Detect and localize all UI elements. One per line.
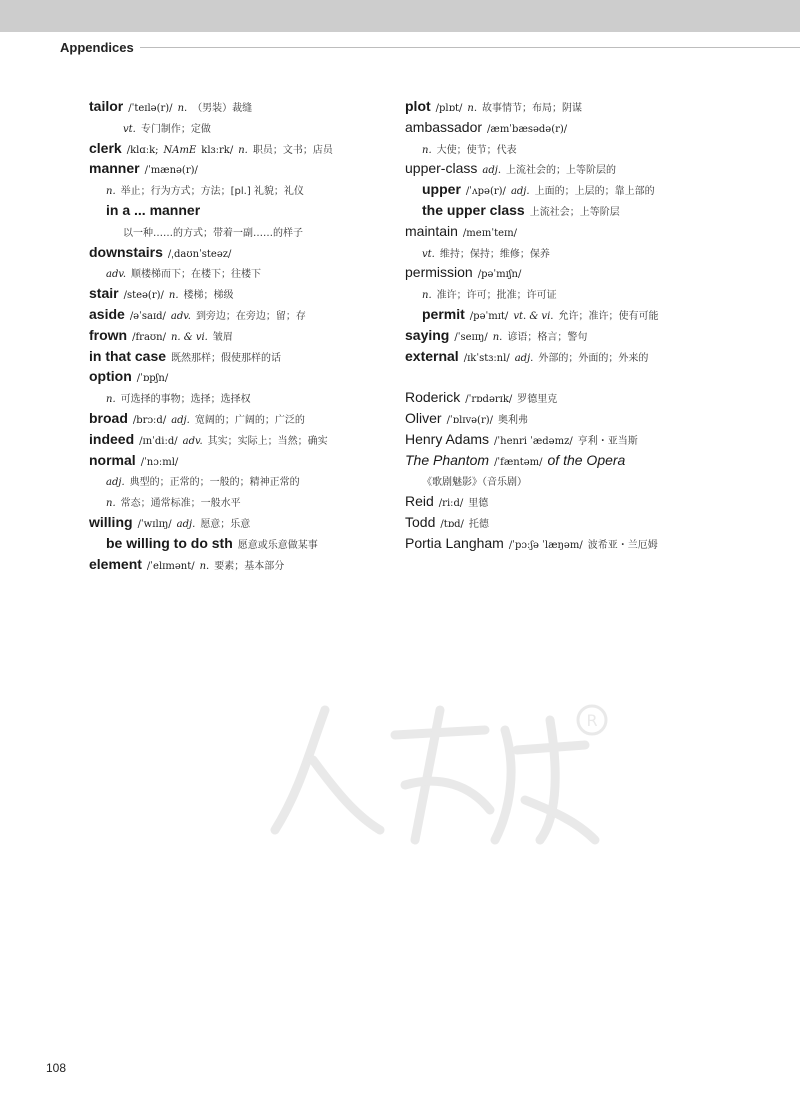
definition: （男装）裁缝 xyxy=(192,103,253,114)
headword-light: Reid xyxy=(405,493,434,510)
part-of-speech: n. xyxy=(106,498,116,510)
glossary-line xyxy=(405,470,765,491)
headword: external xyxy=(405,347,459,364)
pronunciation: /æmˈbæsədə(r)/ xyxy=(487,123,568,135)
headword: indeed xyxy=(89,430,135,447)
glossary-line xyxy=(89,408,389,429)
headword-light: Roderick xyxy=(405,389,461,406)
glossary-line xyxy=(405,200,765,221)
headword: be willing to do sth xyxy=(106,534,233,551)
headword: plot xyxy=(405,98,431,114)
pronunciation: /əˈsaɪd/ xyxy=(129,310,166,322)
headword-italic: of the Opera xyxy=(547,451,626,468)
definition: 到旁边；在旁边；留；存 xyxy=(195,310,306,322)
headword: tailor xyxy=(89,98,124,114)
headword: in that case xyxy=(89,347,167,364)
headword: stair xyxy=(89,285,119,302)
glossary-line xyxy=(405,283,765,304)
headword: aside xyxy=(89,305,125,322)
glossary-line xyxy=(405,387,765,408)
headword-light: permission xyxy=(405,264,473,281)
definition: 奥利弗 xyxy=(498,414,528,426)
glossary-line xyxy=(89,512,389,533)
headword: in a ... manner xyxy=(106,201,201,218)
glossary-line xyxy=(405,304,765,325)
pronunciation: /brɔːd/ xyxy=(132,414,167,426)
definition: 上面的；上层的；靠上部的 xyxy=(534,186,655,198)
headword-light: maintain xyxy=(405,222,458,239)
glossary-line xyxy=(89,158,389,179)
definition: 顺楼梯而下；在楼下；往楼下 xyxy=(131,269,262,281)
glossary-column-right xyxy=(405,96,765,554)
pronunciation: /ˈfæntəm/ xyxy=(494,456,543,468)
pronunciation: /tɒd/ xyxy=(440,518,464,530)
headword-light: ambassador xyxy=(405,118,483,135)
headword-italic: The Phantom xyxy=(405,451,490,468)
headword: willing xyxy=(89,513,133,530)
definition: 故事情节；布局；阴谋 xyxy=(482,103,583,114)
part-of-speech: n. xyxy=(177,103,188,114)
pronunciation: /klɑːk; xyxy=(126,144,159,156)
definition: 大使；使节；代表 xyxy=(436,144,517,156)
definition: 维持；保持；维修；保养 xyxy=(439,248,550,260)
glossary-line xyxy=(89,366,389,387)
definition: 常态；通常标准；一般水平 xyxy=(120,498,241,510)
pronunciation: /fraʊn/ xyxy=(132,331,166,343)
definition: 职员；文书；店员 xyxy=(252,144,333,156)
pronunciation: /ˈʌpə(r)/ xyxy=(465,186,506,198)
pronunciation: /pəˈmɪt/ xyxy=(469,310,509,322)
part-of-speech: adj. xyxy=(482,165,502,177)
page-number: 108 xyxy=(46,1061,67,1075)
glossary-line xyxy=(405,96,765,117)
headword-light: Oliver xyxy=(405,409,442,426)
glossary-line xyxy=(89,242,389,263)
definition: 要素；基本部分 xyxy=(214,560,285,572)
headword: saying xyxy=(405,326,450,343)
glossary-line xyxy=(405,533,765,554)
glossary-line xyxy=(405,221,765,242)
headword: permit xyxy=(422,305,465,322)
pronunciation: /ˈnɔːml/ xyxy=(140,456,179,468)
headword: manner xyxy=(89,160,140,177)
glossary-line xyxy=(405,117,765,138)
definition: 愿意或乐意做某事 xyxy=(237,539,318,551)
pronunciation: /ˈpɔːʃə ˈlæŋəm/ xyxy=(508,539,583,551)
glossary-line xyxy=(89,138,389,159)
part-of-speech: n. xyxy=(422,144,432,156)
glossary-line xyxy=(89,429,389,450)
part-of-speech: n. xyxy=(106,394,116,406)
pronunciation: klɜːrk/ xyxy=(201,144,234,156)
definition: 罗德里克 xyxy=(517,394,558,406)
pronunciation: /ˈteɪlə(r)/ xyxy=(128,103,173,114)
headword: the upper class xyxy=(422,201,525,218)
svg-text:R: R xyxy=(586,711,598,730)
definition: 《歌剧魅影》（音乐剧） xyxy=(422,477,527,489)
glossary-line xyxy=(89,450,389,471)
glossary-line xyxy=(89,470,389,491)
glossary-line xyxy=(89,491,389,512)
part-of-speech: adj. xyxy=(176,518,196,530)
part-of-speech: adj. xyxy=(510,186,530,198)
definition: 托德 xyxy=(468,518,489,530)
glossary-line xyxy=(405,138,765,159)
pronunciation: /ˈwɪlɪŋ/ xyxy=(137,518,172,530)
part-of-speech: vt. & vi. xyxy=(513,310,554,322)
part-of-speech: adv. xyxy=(106,269,127,281)
pronunciation: /meɪnˈteɪn/ xyxy=(462,227,518,239)
definition: 专门制作；定做 xyxy=(140,123,211,135)
part-of-speech: n. xyxy=(467,103,478,114)
headword-light: Todd xyxy=(405,513,436,530)
headword: option xyxy=(89,368,132,385)
glossary-line xyxy=(89,262,389,283)
pronunciation: /steə(r)/ xyxy=(123,290,164,302)
headword: frown xyxy=(89,326,128,343)
pronunciation: /riːd/ xyxy=(438,498,464,510)
definition: 可选择的事物；选择；选择权 xyxy=(120,394,251,406)
glossary-line xyxy=(89,325,389,346)
glossary-line xyxy=(89,533,389,554)
header-rule xyxy=(140,47,800,48)
pronunciation: /ɪkˈstɜːnl/ xyxy=(463,352,510,364)
glossary-line xyxy=(405,408,765,429)
headword-light: Henry Adams xyxy=(405,430,490,447)
glossary-line xyxy=(89,304,389,325)
glossary-line xyxy=(89,283,389,304)
definition: 典型的；正常的；一般的；精神正常的 xyxy=(129,477,300,489)
definition: 宽阔的；广阔的；广泛的 xyxy=(194,414,305,426)
definition: 上流社会；上等阶层 xyxy=(529,206,620,218)
headword: element xyxy=(89,555,142,572)
definition: 以一种……的方式；带着一副……的样子 xyxy=(123,227,303,239)
glossary-line xyxy=(405,242,765,263)
glossary-line xyxy=(405,429,765,450)
part-of-speech: vt. xyxy=(422,248,435,260)
glossary-line xyxy=(405,512,765,533)
definition: 愿意；乐意 xyxy=(200,518,251,530)
headword: clerk xyxy=(89,139,122,156)
part-of-speech: adv. xyxy=(182,435,203,447)
definition: 里德 xyxy=(468,498,489,510)
glossary-line xyxy=(89,221,389,242)
glossary-line xyxy=(89,179,389,200)
part-of-speech: n. xyxy=(492,331,503,343)
part-of-speech: adj. xyxy=(171,414,190,426)
part-of-speech: adv. xyxy=(170,310,191,322)
publisher-watermark-logo xyxy=(255,690,615,860)
pronunciation: /pəˈmɪʃn/ xyxy=(477,269,522,281)
definition: 既然那样；假使那样的话 xyxy=(171,352,282,364)
headword: downstairs xyxy=(89,243,163,260)
part-of-speech: n. & vi. xyxy=(170,331,208,343)
glossary-line xyxy=(89,346,389,367)
glossary-line xyxy=(405,262,765,283)
definition: 准许；许可；批准；许可证 xyxy=(436,290,557,302)
headword: normal xyxy=(89,451,136,468)
definition: 允许；准许；使有可能 xyxy=(558,310,659,322)
definition: 亨利・亚当斯 xyxy=(577,435,638,447)
pronunciation: /plɒt/ xyxy=(435,103,463,114)
glossary-line xyxy=(89,117,389,138)
glossary-line xyxy=(89,96,389,117)
headword: upper xyxy=(422,181,461,198)
part-of-speech: n. xyxy=(168,290,179,302)
pronunciation: /ˈɒlɪvə(r)/ xyxy=(446,414,493,426)
glossary-line xyxy=(405,179,765,200)
pronunciation: /ˈelɪmənt/ xyxy=(146,560,195,572)
glossary-line xyxy=(89,200,389,221)
part-of-speech: n. xyxy=(238,144,248,156)
section-gap xyxy=(405,366,765,387)
headword-light: upper-class xyxy=(405,160,478,177)
part-of-speech: n. xyxy=(422,290,432,302)
pronunciation: /ˈrɒdərɪk/ xyxy=(465,394,513,406)
pronunciation: /ˈhenri ˈædəmz/ xyxy=(494,435,573,447)
glossary-column-left xyxy=(89,96,389,574)
glossary-line xyxy=(405,158,765,179)
glossary-line xyxy=(405,491,765,512)
definition: 皱眉 xyxy=(212,331,233,343)
definition: 楼梯；梯级 xyxy=(183,290,234,302)
headword: broad xyxy=(89,409,128,426)
glossary-line xyxy=(89,554,389,575)
pronunciation: /ˌdaʊnˈsteəz/ xyxy=(167,248,232,260)
pronunciation: /ɪnˈdiːd/ xyxy=(139,435,178,447)
glossary-line xyxy=(405,346,765,367)
definition: 谚语；格言；警句 xyxy=(507,331,588,343)
part-of-speech: adj. xyxy=(106,477,125,489)
part-of-speech: adj. xyxy=(514,352,534,364)
section-header: Appendices xyxy=(60,40,134,55)
part-of-speech: NAmE xyxy=(163,144,197,156)
glossary-line xyxy=(405,450,765,471)
part-of-speech: vt. xyxy=(123,123,136,135)
pronunciation: /ˈmænə(r)/ xyxy=(144,165,198,177)
glossary-line xyxy=(405,325,765,346)
glossary-line xyxy=(89,387,389,408)
definition: 其实；实际上；当然；确实 xyxy=(207,435,328,447)
part-of-speech: n. xyxy=(199,560,210,572)
top-band xyxy=(0,0,800,32)
headword-light: Portia Langham xyxy=(405,534,504,551)
pronunciation: /ˈseɪɪŋ/ xyxy=(454,331,488,343)
definition: 上流社会的；上等阶层的 xyxy=(506,165,617,177)
pronunciation: /ˈɒpʃn/ xyxy=(136,373,169,385)
definition: 波希亚・兰厄姆 xyxy=(587,539,658,551)
definition: 外部的；外面的；外来的 xyxy=(538,352,649,364)
part-of-speech: n. xyxy=(106,186,116,198)
definition: 举止；行为方式；方法；[pl.] 礼貌；礼仪 xyxy=(120,186,304,198)
